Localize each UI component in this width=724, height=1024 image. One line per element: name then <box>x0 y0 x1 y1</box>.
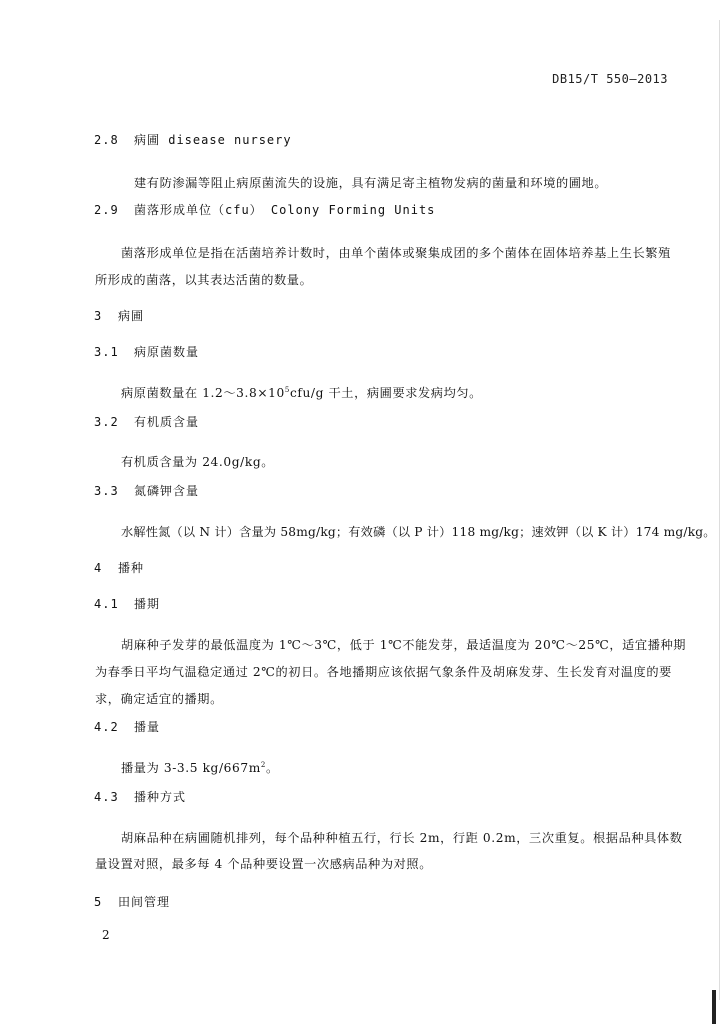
section-heading-3 <box>94 307 144 324</box>
text-segment: cfu/g 干土，病圃要求发病均匀。 <box>289 386 482 400</box>
paragraph-3-3: 水解性氮（以 N 计）含量为 58mg/kg；有效磷（以 P 计）118 mg/kg；速效钾（以 K 计）174 mg/kg。 <box>121 525 716 539</box>
section-number: 3 <box>94 309 103 323</box>
section-title: 菌落形成单位（cfu） Colony Forming Units <box>134 203 436 217</box>
standard-code: DB15/T 550—2013 <box>552 72 668 86</box>
section-number: 3.2 <box>94 415 119 429</box>
text-segment: 病原菌数量在 1.2～3.8×10 <box>121 386 285 400</box>
scan-edge-shadow <box>719 20 720 1000</box>
paragraph-4-1-line-3: 求，确定适宜的播期。 <box>95 692 223 706</box>
paragraph-4-1-line-2: 为春季日平均气温稳定通过 2℃的初日。各地播期应该依据气象条件及胡麻发芽、生长发育对温度的要 <box>95 665 672 679</box>
paragraph-2-9-line-1: 菌落形成单位是指在活菌培养计数时，由单个菌体或聚集成团的多个菌体在固体培养基上生长繁殖 <box>121 246 671 260</box>
section-number: 3.1 <box>94 345 119 359</box>
section-number: 4.3 <box>94 790 119 804</box>
section-number: 3.3 <box>94 484 119 498</box>
section-number: 4.1 <box>94 597 119 611</box>
section-heading-2-8 <box>94 131 292 148</box>
paragraph-2-8: 建有防渗漏等阻止病原菌流失的设施，具有满足寄主植物发病的菌量和环境的圃地。 <box>134 176 608 190</box>
section-heading-4-1 <box>94 595 160 612</box>
section-heading-4-2 <box>94 718 160 735</box>
section-title: 播种方式 <box>134 790 187 804</box>
section-heading-4-3 <box>94 788 186 805</box>
text-segment: 。 <box>265 761 279 775</box>
section-title: 播种 <box>118 561 145 575</box>
section-title: 有机质含量 <box>134 415 200 429</box>
section-heading-5 <box>94 893 170 910</box>
section-number: 4 <box>94 561 103 575</box>
section-title: 播量 <box>134 720 161 734</box>
section-number: 5 <box>94 895 103 909</box>
section-title: 氮磷钾含量 <box>134 484 200 498</box>
section-title: 田间管理 <box>118 895 171 909</box>
section-number: 2.8 <box>94 133 119 147</box>
page-number: 2 <box>102 928 110 942</box>
section-heading-2-9 <box>94 201 435 218</box>
paragraph-2-9-line-2: 所形成的菌落，以其表达活菌的数量。 <box>95 273 313 287</box>
paragraph-4-3-line-1: 胡麻品种在病圃随机排列，每个品种种植五行，行长 2m，行距 0.2m，三次重复。根据品种具体数 <box>121 831 683 845</box>
paragraph-4-3-line-2: 量设置对照，最多每 4 个品种要设置一次感病品种为对照。 <box>95 857 432 871</box>
section-heading-3-2 <box>94 413 199 430</box>
section-number: 2.9 <box>94 203 119 217</box>
section-title: 病圃 disease nursery <box>134 133 292 147</box>
text-segment: 播量为 3-3.5 kg/667m <box>121 761 261 775</box>
section-title: 病圃 <box>118 309 145 323</box>
superscript: 2 <box>260 760 266 769</box>
paragraph-4-1-line-1: 胡麻种子发芽的最低温度为 1℃～3℃，低于 1℃不能发芽，最适温度为 20℃～25℃，适宜播种期 <box>121 638 687 652</box>
section-number: 4.2 <box>94 720 119 734</box>
paragraph-4-2 <box>121 759 279 776</box>
section-title: 病原菌数量 <box>134 345 200 359</box>
superscript: 5 <box>284 385 290 394</box>
section-heading-3-3 <box>94 482 199 499</box>
paragraph-3-2: 有机质含量为 24.0g/kg。 <box>121 455 275 469</box>
paragraph-3-1 <box>121 384 482 401</box>
section-heading-4 <box>94 559 144 576</box>
scan-edge-mark <box>712 990 716 1024</box>
section-heading-3-1 <box>94 343 199 360</box>
section-title: 播期 <box>134 597 161 611</box>
